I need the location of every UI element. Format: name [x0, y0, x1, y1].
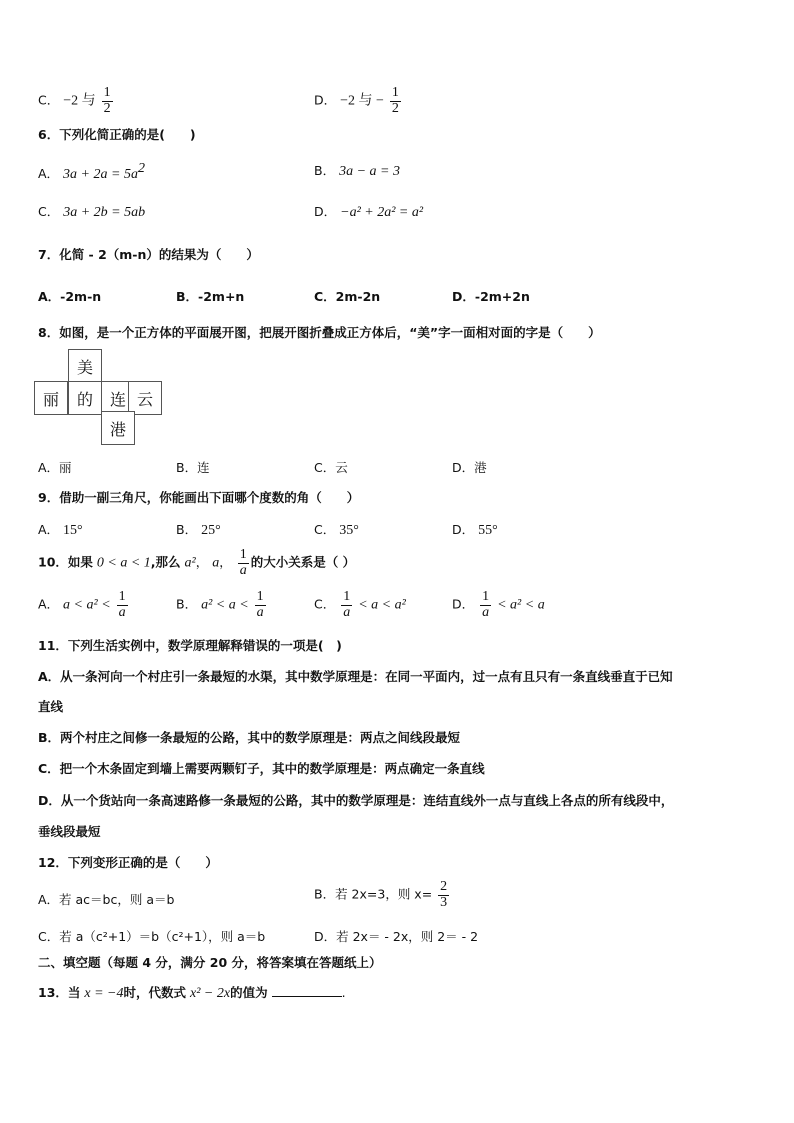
option-label: D．: [314, 204, 337, 219]
option-label: C．: [38, 204, 60, 219]
answer-blank[interactable]: [272, 984, 342, 997]
option-label: B．: [314, 163, 336, 178]
q11-stem: 11．下列生活实例中，数学原理解释错误的一项是( ): [38, 638, 342, 653]
q6-option-d[interactable]: [314, 202, 423, 221]
q11-option-b[interactable]: B．两个村庄之间修一条最短的公路，其中的数学原理是：两点之间线段最短: [38, 730, 461, 745]
section-title: 二、填空题（每题 4 分，满分 20 分，将答案填在答题纸上）: [38, 955, 382, 970]
option-expr: −a² + 2a² = a²: [340, 205, 424, 220]
net-cell-li: 丽: [34, 381, 68, 415]
fraction: $\frac{1}{a}$: [239, 547, 247, 578]
q6-stem: 6．下列化简正确的是( ): [38, 127, 196, 142]
fraction: $\frac{1}{a}$: [482, 589, 490, 620]
option-label: B．: [176, 522, 198, 537]
q11-option-d-line2: 垂线段最短: [38, 824, 101, 839]
q8-option-a[interactable]: A．丽: [38, 460, 72, 475]
option-label: A．: [38, 166, 60, 181]
q6-option-a[interactable]: [38, 161, 145, 183]
fraction: $\frac{1}{2}$: [103, 85, 111, 116]
q9-option-b[interactable]: [176, 520, 221, 539]
q12-option-c[interactable]: C．若 a（c²+1）＝b（c²+1），则 a＝b: [38, 929, 266, 944]
net-cell-de: 的: [68, 381, 102, 415]
q9-option-a[interactable]: [38, 520, 83, 539]
q11-option-a-line2: 直线: [38, 699, 64, 714]
q10-stem: 10．如果 0 < a < 1,那么 a²， a， $\frac{1}{a}$ 的大小关系是（ ）: [38, 547, 356, 578]
q8-option-b[interactable]: B．连: [176, 460, 210, 475]
option-value: 25°: [201, 523, 221, 538]
q8-option-c[interactable]: C．云: [314, 460, 348, 475]
q12-option-a[interactable]: A．若 ac＝bc，则 a＝b: [38, 892, 175, 907]
net-cell-lian: 连: [101, 381, 135, 415]
fraction: $\frac{1}{2}$: [391, 85, 399, 116]
exponent: 2: [137, 161, 145, 176]
q6-option-b[interactable]: [314, 161, 400, 180]
q8-option-d[interactable]: D．港: [452, 460, 487, 475]
q7-option-c[interactable]: C．2m-2n: [314, 289, 381, 304]
option-expr: 3a + 2a = 5a: [63, 167, 138, 182]
q5-option-c[interactable]: [38, 86, 115, 116]
q7-option-b[interactable]: B．-2m+n: [176, 289, 245, 304]
q11-option-c[interactable]: C．把一个木条固定到墙上需要两颗钉子，其中的数学原理是：两点确定一条直线: [38, 761, 485, 776]
q12-option-d[interactable]: D．若 2x＝ - 2x，则 2＝ - 2: [314, 929, 479, 944]
fraction: $\frac{1}{a}$: [343, 589, 351, 620]
q9-option-d[interactable]: [452, 520, 498, 539]
q8-stem: 8．如图，是一个正方体的平面展开图，把展开图折叠成正方体后，“美”字一面相对面的字是（ ）: [38, 325, 601, 340]
option-value: 35°: [339, 523, 359, 538]
option-value: 15°: [63, 523, 83, 538]
q9-stem: 9．借助一副三角尺，你能画出下面哪个度数的角（ ）: [38, 490, 360, 505]
q10-option-a[interactable]: A． a < a² < $\frac{1}{a}$: [38, 589, 126, 620]
q6-option-c[interactable]: [38, 202, 145, 221]
q11-option-a-line1[interactable]: A．从一条河向一个村庄引一条最短的水渠，其中数学原理是：在同一平面内，过一点有且只有一条直线垂直于已知: [38, 669, 673, 684]
q13-stem: 13．当 x = −4时，代数式 x² − 2x的值为 .: [38, 985, 346, 1001]
option-label: C．: [314, 522, 336, 537]
q7-stem: 7．化简 - 2（m-n）的结果为（ ）: [38, 247, 259, 262]
option-text: −2 与: [63, 93, 96, 109]
q9-option-c[interactable]: [314, 520, 359, 539]
option-value: 55°: [478, 523, 498, 538]
option-expr: 3a − a = 3: [339, 164, 400, 179]
net-cell-mei: 美: [68, 349, 102, 383]
fraction: $\frac{1}{a}$: [256, 589, 264, 620]
net-cell-gang: 港: [101, 411, 135, 445]
q10-option-d[interactable]: D． $\frac{1}{a}$ < a² < a: [452, 589, 545, 620]
q7-option-d[interactable]: D．-2m+2n: [452, 289, 530, 304]
q12-stem: 12．下列变形正确的是（ ）: [38, 855, 218, 870]
fraction: $\frac{2}{3}$: [440, 879, 448, 910]
option-expr: 3a + 2b = 5ab: [63, 205, 146, 220]
q12-option-b[interactable]: B．若 2x=3，则 x= $\frac{2}{3}$: [314, 879, 448, 910]
option-label: A．: [38, 522, 60, 537]
option-label: D．: [314, 92, 337, 108]
q11-option-d-line1[interactable]: D．从一个货站向一条高速路修一条最短的公路，其中的数学原理是：连结直线外一点与直线上各点的所有线段中，: [38, 793, 674, 808]
q10-option-b[interactable]: B． a² < a < $\frac{1}{a}$: [176, 589, 264, 620]
q7-option-a[interactable]: A．-2m-n: [38, 289, 102, 304]
option-text: −2 与 −: [340, 93, 384, 109]
q10-option-c[interactable]: C． $\frac{1}{a}$ < a < a²: [314, 589, 406, 620]
option-label: C．: [38, 92, 60, 108]
fraction: $\frac{1}{a}$: [118, 589, 126, 620]
option-label: D．: [452, 522, 475, 537]
q5-option-d[interactable]: [314, 86, 403, 116]
net-cell-yun: 云: [128, 381, 162, 415]
